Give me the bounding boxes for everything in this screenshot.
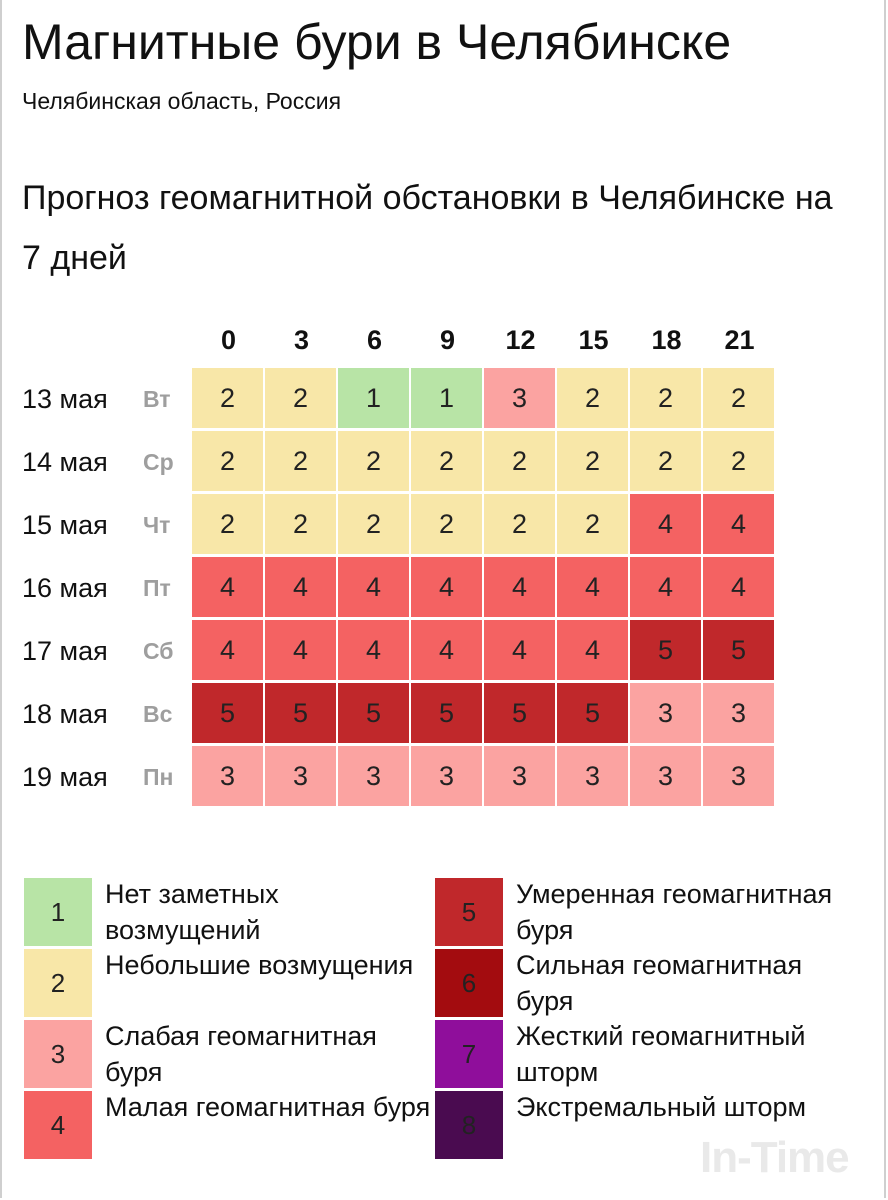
hour-header: 21 (724, 325, 755, 355)
legend-label: Сильная геомагнитная буря (516, 950, 803, 1016)
heatmap-cell: 2 (265, 494, 336, 554)
heatmap-cell: 4 (192, 557, 263, 617)
legend-swatch: 2 (24, 949, 92, 1017)
heatmap-cell: 5 (411, 683, 482, 743)
row-date-label: 19 мая (22, 762, 108, 792)
legend-swatch: 8 (435, 1091, 503, 1159)
heatmap-cell: 5 (557, 683, 628, 743)
heatmap-cell: 5 (338, 683, 409, 743)
heatmap-cell: 4 (484, 620, 555, 680)
heatmap-cell: 2 (557, 431, 628, 491)
heatmap-cell: 2 (557, 368, 628, 428)
hour-header: 6 (366, 325, 383, 355)
heatmap-cell: 2 (192, 494, 263, 554)
heatmap-cell: 2 (484, 431, 555, 491)
page-title: Магнитные бури в Челябинске (22, 14, 732, 70)
heatmap-cell: 2 (265, 368, 336, 428)
heatmap-cell: 3 (630, 746, 701, 806)
heatmap-cell: 4 (265, 557, 336, 617)
legend-label: Умеренная геомагнитная буря (516, 879, 833, 945)
heatmap-cell: 4 (630, 557, 701, 617)
hour-header: 18 (651, 325, 682, 355)
row-weekday-label: Пн (143, 764, 174, 790)
heatmap-cell: 4 (411, 620, 482, 680)
heatmap-cell: 4 (557, 620, 628, 680)
heatmap-cell: 1 (338, 368, 409, 428)
heatmap-cell: 4 (703, 494, 774, 554)
heatmap-cell: 2 (703, 368, 774, 428)
hour-header: 0 (220, 325, 237, 355)
row-weekday-label: Сб (143, 638, 174, 664)
legend-swatch: 7 (435, 1020, 503, 1088)
heatmap-cell: 3 (411, 746, 482, 806)
heatmap-cell: 3 (338, 746, 409, 806)
row-date-label: 15 мая (22, 510, 108, 540)
heatmap-cell: 4 (338, 557, 409, 617)
page-subtitle: Челябинская область, Россия (22, 88, 342, 114)
heatmap-cell: 4 (265, 620, 336, 680)
heatmap-cell: 4 (484, 557, 555, 617)
heatmap-cell: 4 (630, 494, 701, 554)
row-weekday-label: Пт (143, 575, 171, 601)
heatmap-cell: 4 (192, 620, 263, 680)
heatmap-cell: 3 (557, 746, 628, 806)
legend-label: Экстремальный шторм (516, 1092, 807, 1122)
row-weekday-label: Ср (143, 449, 174, 475)
row-weekday-label: Вс (143, 701, 173, 727)
heatmap-cell: 2 (411, 431, 482, 491)
heatmap-cell: 2 (630, 431, 701, 491)
legend-label: Нет заметных возмущений (105, 879, 279, 945)
heatmap-cell: 3 (703, 746, 774, 806)
heatmap-cell: 2 (338, 494, 409, 554)
heatmap-cell: 3 (703, 683, 774, 743)
legend-swatch: 6 (435, 949, 503, 1017)
heatmap-cell: 4 (703, 557, 774, 617)
heatmap-cell: 2 (265, 431, 336, 491)
heatmap-cell: 2 (411, 494, 482, 554)
legend-label: Слабая геомагнитная буря (105, 1021, 377, 1087)
heatmap-cell: 5 (265, 683, 336, 743)
heatmap-cell: 2 (557, 494, 628, 554)
heatmap-cell: 3 (192, 746, 263, 806)
heatmap-cell: 2 (703, 431, 774, 491)
heatmap-cell: 3 (484, 368, 555, 428)
heatmap-cell: 2 (630, 368, 701, 428)
legend-label: Небольшие возмущения (105, 950, 414, 980)
row-weekday-label: Вт (143, 386, 171, 412)
row-weekday-label: Чт (143, 512, 171, 538)
heatmap-cell: 4 (411, 557, 482, 617)
row-date-label: 18 мая (22, 699, 108, 729)
hour-header: 15 (578, 325, 609, 355)
legend-swatch: 1 (24, 878, 92, 946)
legend-label: Малая геомагнитная буря (105, 1092, 431, 1122)
row-date-label: 13 мая (22, 384, 108, 414)
heatmap-cell: 5 (484, 683, 555, 743)
heatmap-cell: 3 (484, 746, 555, 806)
hour-header: 3 (293, 325, 310, 355)
legend-label: Жесткий геомагнитный шторм (516, 1021, 806, 1087)
heatmap-cell: 5 (192, 683, 263, 743)
heatmap-cell: 3 (630, 683, 701, 743)
heatmap-cell: 2 (484, 494, 555, 554)
row-date-label: 17 мая (22, 636, 108, 666)
heatmap-cell: 1 (411, 368, 482, 428)
row-date-label: 14 мая (22, 447, 108, 477)
hour-header: 9 (439, 325, 456, 355)
legend-swatch: 3 (24, 1020, 92, 1088)
heatmap-cell: 5 (630, 620, 701, 680)
row-date-label: 16 мая (22, 573, 108, 603)
heatmap-cell: 3 (265, 746, 336, 806)
hour-header: 12 (505, 325, 536, 355)
heatmap-cell: 2 (192, 431, 263, 491)
legend-swatch: 5 (435, 878, 503, 946)
heatmap-cell: 4 (557, 557, 628, 617)
watermark: In-Time (700, 1133, 849, 1182)
heatmap-cell: 2 (192, 368, 263, 428)
heatmap-cell: 4 (338, 620, 409, 680)
heatmap-cell: 2 (338, 431, 409, 491)
legend-swatch: 4 (24, 1091, 92, 1159)
heatmap-cell: 5 (703, 620, 774, 680)
forecast-heading: Прогноз геомагнитной обстановки в Челябинске на 7 дней (22, 179, 833, 277)
